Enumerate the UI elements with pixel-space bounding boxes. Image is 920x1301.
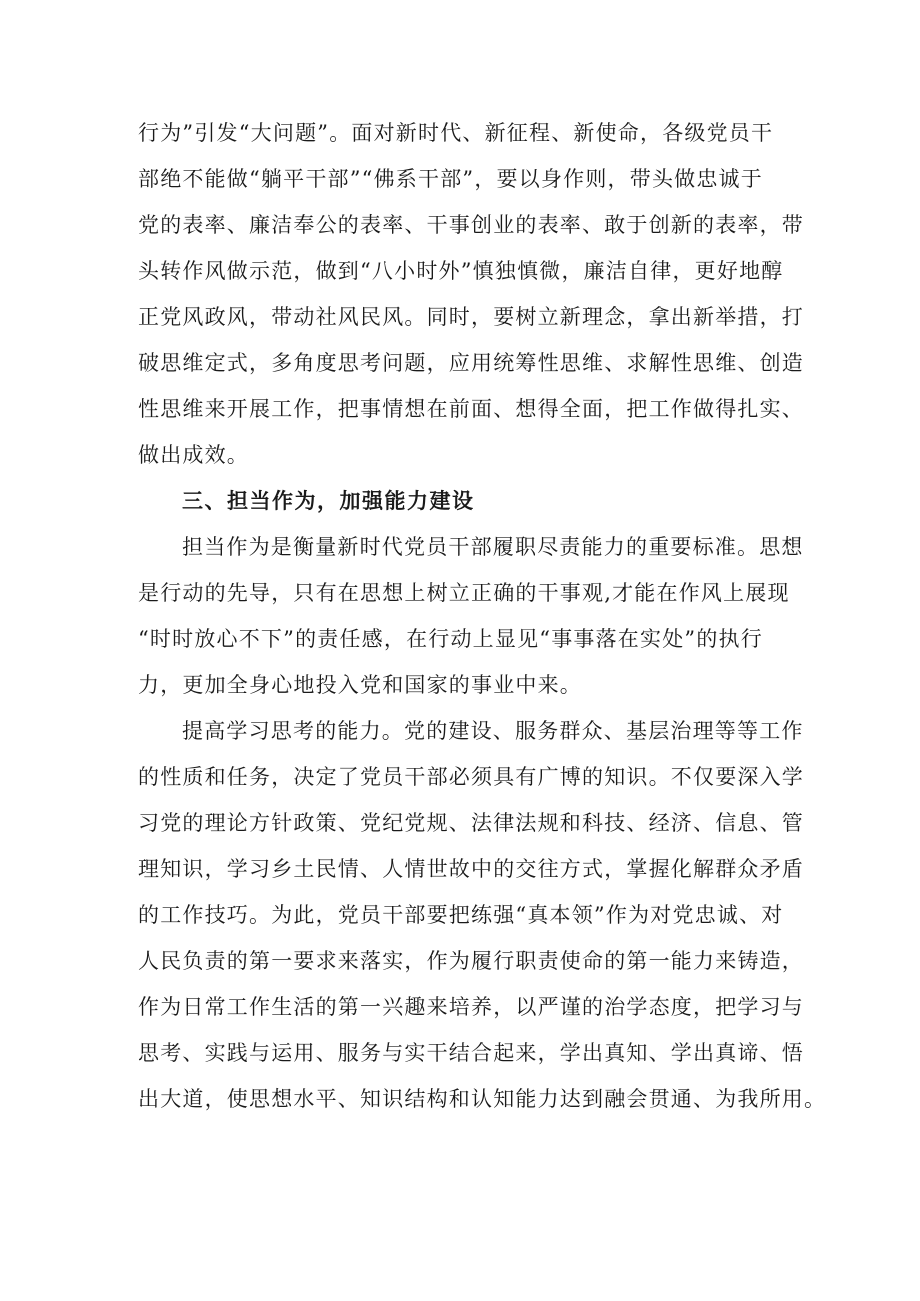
text-line: 是行动的先导，只有在思想上树立正确的干事观,才能在作风上展现	[138, 581, 790, 605]
paragraph-intro	[138, 524, 804, 708]
text-line: 头转作风做示范，做到“八小时外”慎独慎微，廉洁自律，更好地醇	[138, 259, 784, 283]
text-line: 提高学习思考的能力。党的建设、服务群众、基层治理等等工作	[182, 719, 804, 743]
text-line: 做出成效。	[138, 443, 249, 467]
text-line: 出大道，使思想水平、知识结构和认知能力达到融会贯通、为我所用。	[138, 1087, 827, 1111]
section-heading: 三、担当作为，加强能力建设	[182, 489, 475, 513]
text-line: 作为日常工作生活的第一兴趣来培养，以严谨的治学态度，把学习与	[138, 995, 804, 1019]
text-line: “时时放心不下”的责任感，在行动上显见“事事落在实处”的执行	[138, 627, 763, 651]
text-line: 的性质和任务，决定了党员干部必须具有广博的知识。不仅要深入学	[138, 765, 804, 789]
text-line: 的工作技巧。为此，党员干部要把练强“真本领”作为对党忠诚、对	[138, 903, 784, 927]
text-line: 力，更加全身心地投入党和国家的事业中来。	[138, 673, 582, 697]
paragraph-learning	[138, 708, 827, 1122]
paragraph-continued	[138, 110, 804, 478]
text-line: 部绝不能做“躺平干部”“佛系干部”，要以身作则，带头做忠诚于	[138, 167, 763, 191]
text-line: 破思维定式，多角度思考问题，应用统筹性思维、求解性思维、创造	[138, 351, 804, 375]
text-line: 性思维来开展工作，把事情想在前面、想得全面，把工作做得扎实、	[138, 397, 804, 421]
document-body	[138, 110, 827, 1122]
text-line: 习党的理论方针政策、党纪党规、法律法规和科技、经济、信息、管	[138, 811, 804, 835]
text-line: 担当作为是衡量新时代党员干部履职尽责能力的重要标准。思想	[182, 535, 804, 559]
text-line: 人民负责的第一要求来落实，作为履行职责使命的第一能力来铸造，	[138, 949, 804, 973]
text-line: 正党风政风，带动社风民风。同时，要树立新理念，拿出新举措，打	[138, 305, 804, 329]
text-line: 行为”引发“大问题”。面对新时代、新征程、新使命，各级党员干	[138, 121, 774, 145]
text-line: 理知识，学习乡土民情、人情世故中的交往方式，掌握化解群众矛盾	[138, 857, 804, 881]
text-line: 党的表率、廉洁奉公的表率、干事创业的表率、敢于创新的表率，带	[138, 213, 804, 237]
text-line: 思考、实践与运用、服务与实干结合起来，学出真知、学出真谛、悟	[138, 1041, 804, 1065]
